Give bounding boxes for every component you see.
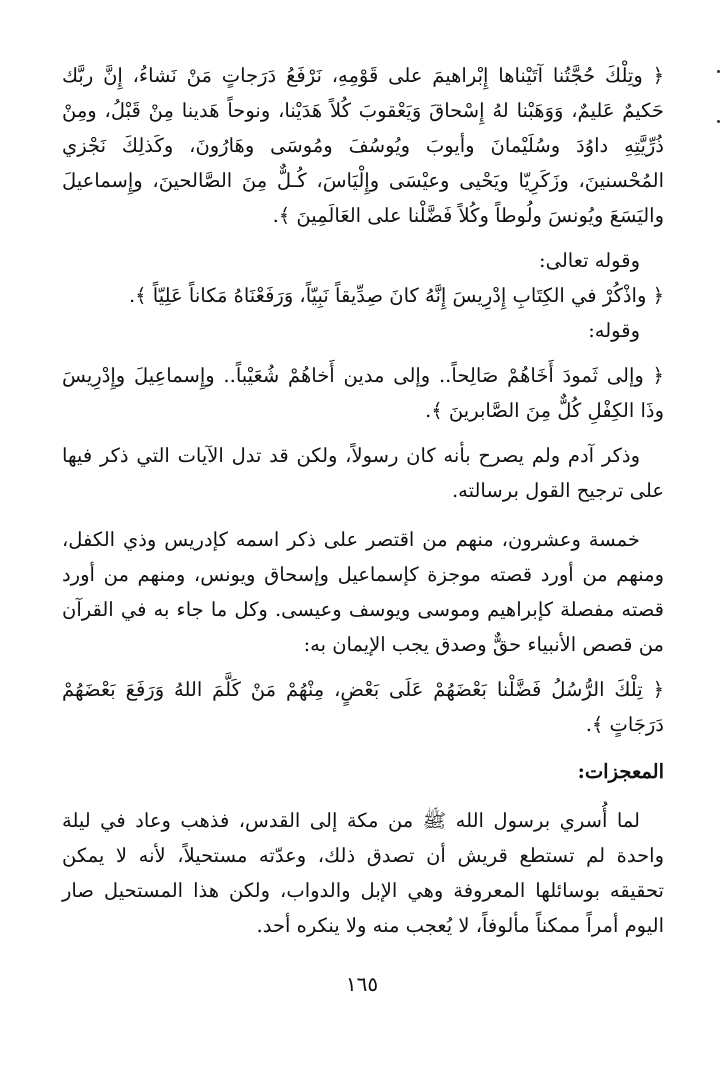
text-paragraph-2: خمسة وعشرون، منهم من اقتصر على ذكر اسمه كإدريس وذي الكفل، ومنهم من أورد قصته موجزة كإسماعيل وإسحاق ويونس، ومنهم من أورد قصته مفصلة كإبراهيم وموسى ويوسف وعيسى. وكل ما جاء به في القرآن من قصص الأنبياء حقٌّ وصدق يجب الإيمان به:	[62, 528, 664, 656]
verse-paragraph-2: ﴿ واذْكُرْ في الكِتَابِ إِدْرِيسَ إِنَّهُ كانَ صِدِّيقاً نَبِيّاً، وَرَفَعْنَاهُ مَكاناً عَلِيّاً ﴾.	[128, 284, 664, 307]
page-number: ١٦٥	[345, 972, 379, 996]
intro-line-1: وقوله تعالى:	[539, 249, 640, 272]
text-paragraph-3: لما أُسري برسول الله ﷺ من مكة إلى القدس، فذهب وعاد في ليلة واحدة لم تستطع قريش أن تصدق ذلك، وعدّته مستحيلاً، لأنه لا يمكن تحقيقه بوسائلها المعروفة وهي الإبل والدواب، ولكن هذا المستحيل صار اليوم أمراً ممكناً مألوفاً، لا يُعجب منه ولا ينكره أحد.	[62, 809, 664, 937]
verse-paragraph-3: ﴿ وإلى ثَمودَ أَخَاهُمْ صَالِحاً.. وإلى مدين أَخاهُمْ شُعَيْباً.. وإِسماعِيلَ وإِدْرِيسَ وذَا الكِفْلِ كُلٌّ مِنَ الصَّابرينَ ﴾.	[62, 364, 664, 422]
margin-mark	[717, 120, 720, 123]
verse-paragraph-1: ﴿ وتِلْكَ حُجَّتُنا آتَيْناها إِبْراهيمَ على قَوْمِهِ، نَرْفَعُ دَرَجاتٍ مَنْ نَشاءُ، إِنَّ ربَّك حَكيمٌ عَليمٌ، وَوَهَبْنا لهُ إِسْحاقَ وَيَعْقوبَ كُلاً هَدَيْنا، ونوحاً هَدينا مِنْ قَبْلُ، ومِنْ ذُرِّيَّتِهِ داوُدَ وسُلَيْمانَ وأيوبَ ويُوسُفَ ومُوسَى وهَارُونَ، وكَذلِكَ نَجْزي المُحْسنينَ، وزَكَرِيّا ويَحْيى وعيْسَى وإِلْيَاسَ، كُـلٌّ مِنَ الصَّالحينَ، وإِسماعيلَ واليَسَعَ ويُونسَ ولُوطاً وكُلاً فَضَّلْنا على العَالَمِينَ ﴾.	[62, 64, 664, 227]
verse-paragraph-4: ﴿ تِلْكَ الرُّسُلُ فَضَّلْنا بَعْضَهُمْ عَلَى بَعْضٍ، مِنْهُمْ مَنْ كَلَّمَ اللهُ وَرَفَعَ بَعْضَهُمْ دَرَجَاتٍ ﴾.	[62, 678, 664, 736]
section-heading: المعجزات:	[577, 760, 664, 783]
margin-mark	[717, 70, 720, 73]
intro-line-2: وقوله:	[588, 319, 640, 342]
page-body	[62, 58, 664, 943]
text-paragraph-1: وذكر آدم ولم يصرح بأنه كان رسولاً، ولكن قد تدل الآيات التي ذكر فيها على ترجيح القول برسالته.	[62, 444, 664, 502]
